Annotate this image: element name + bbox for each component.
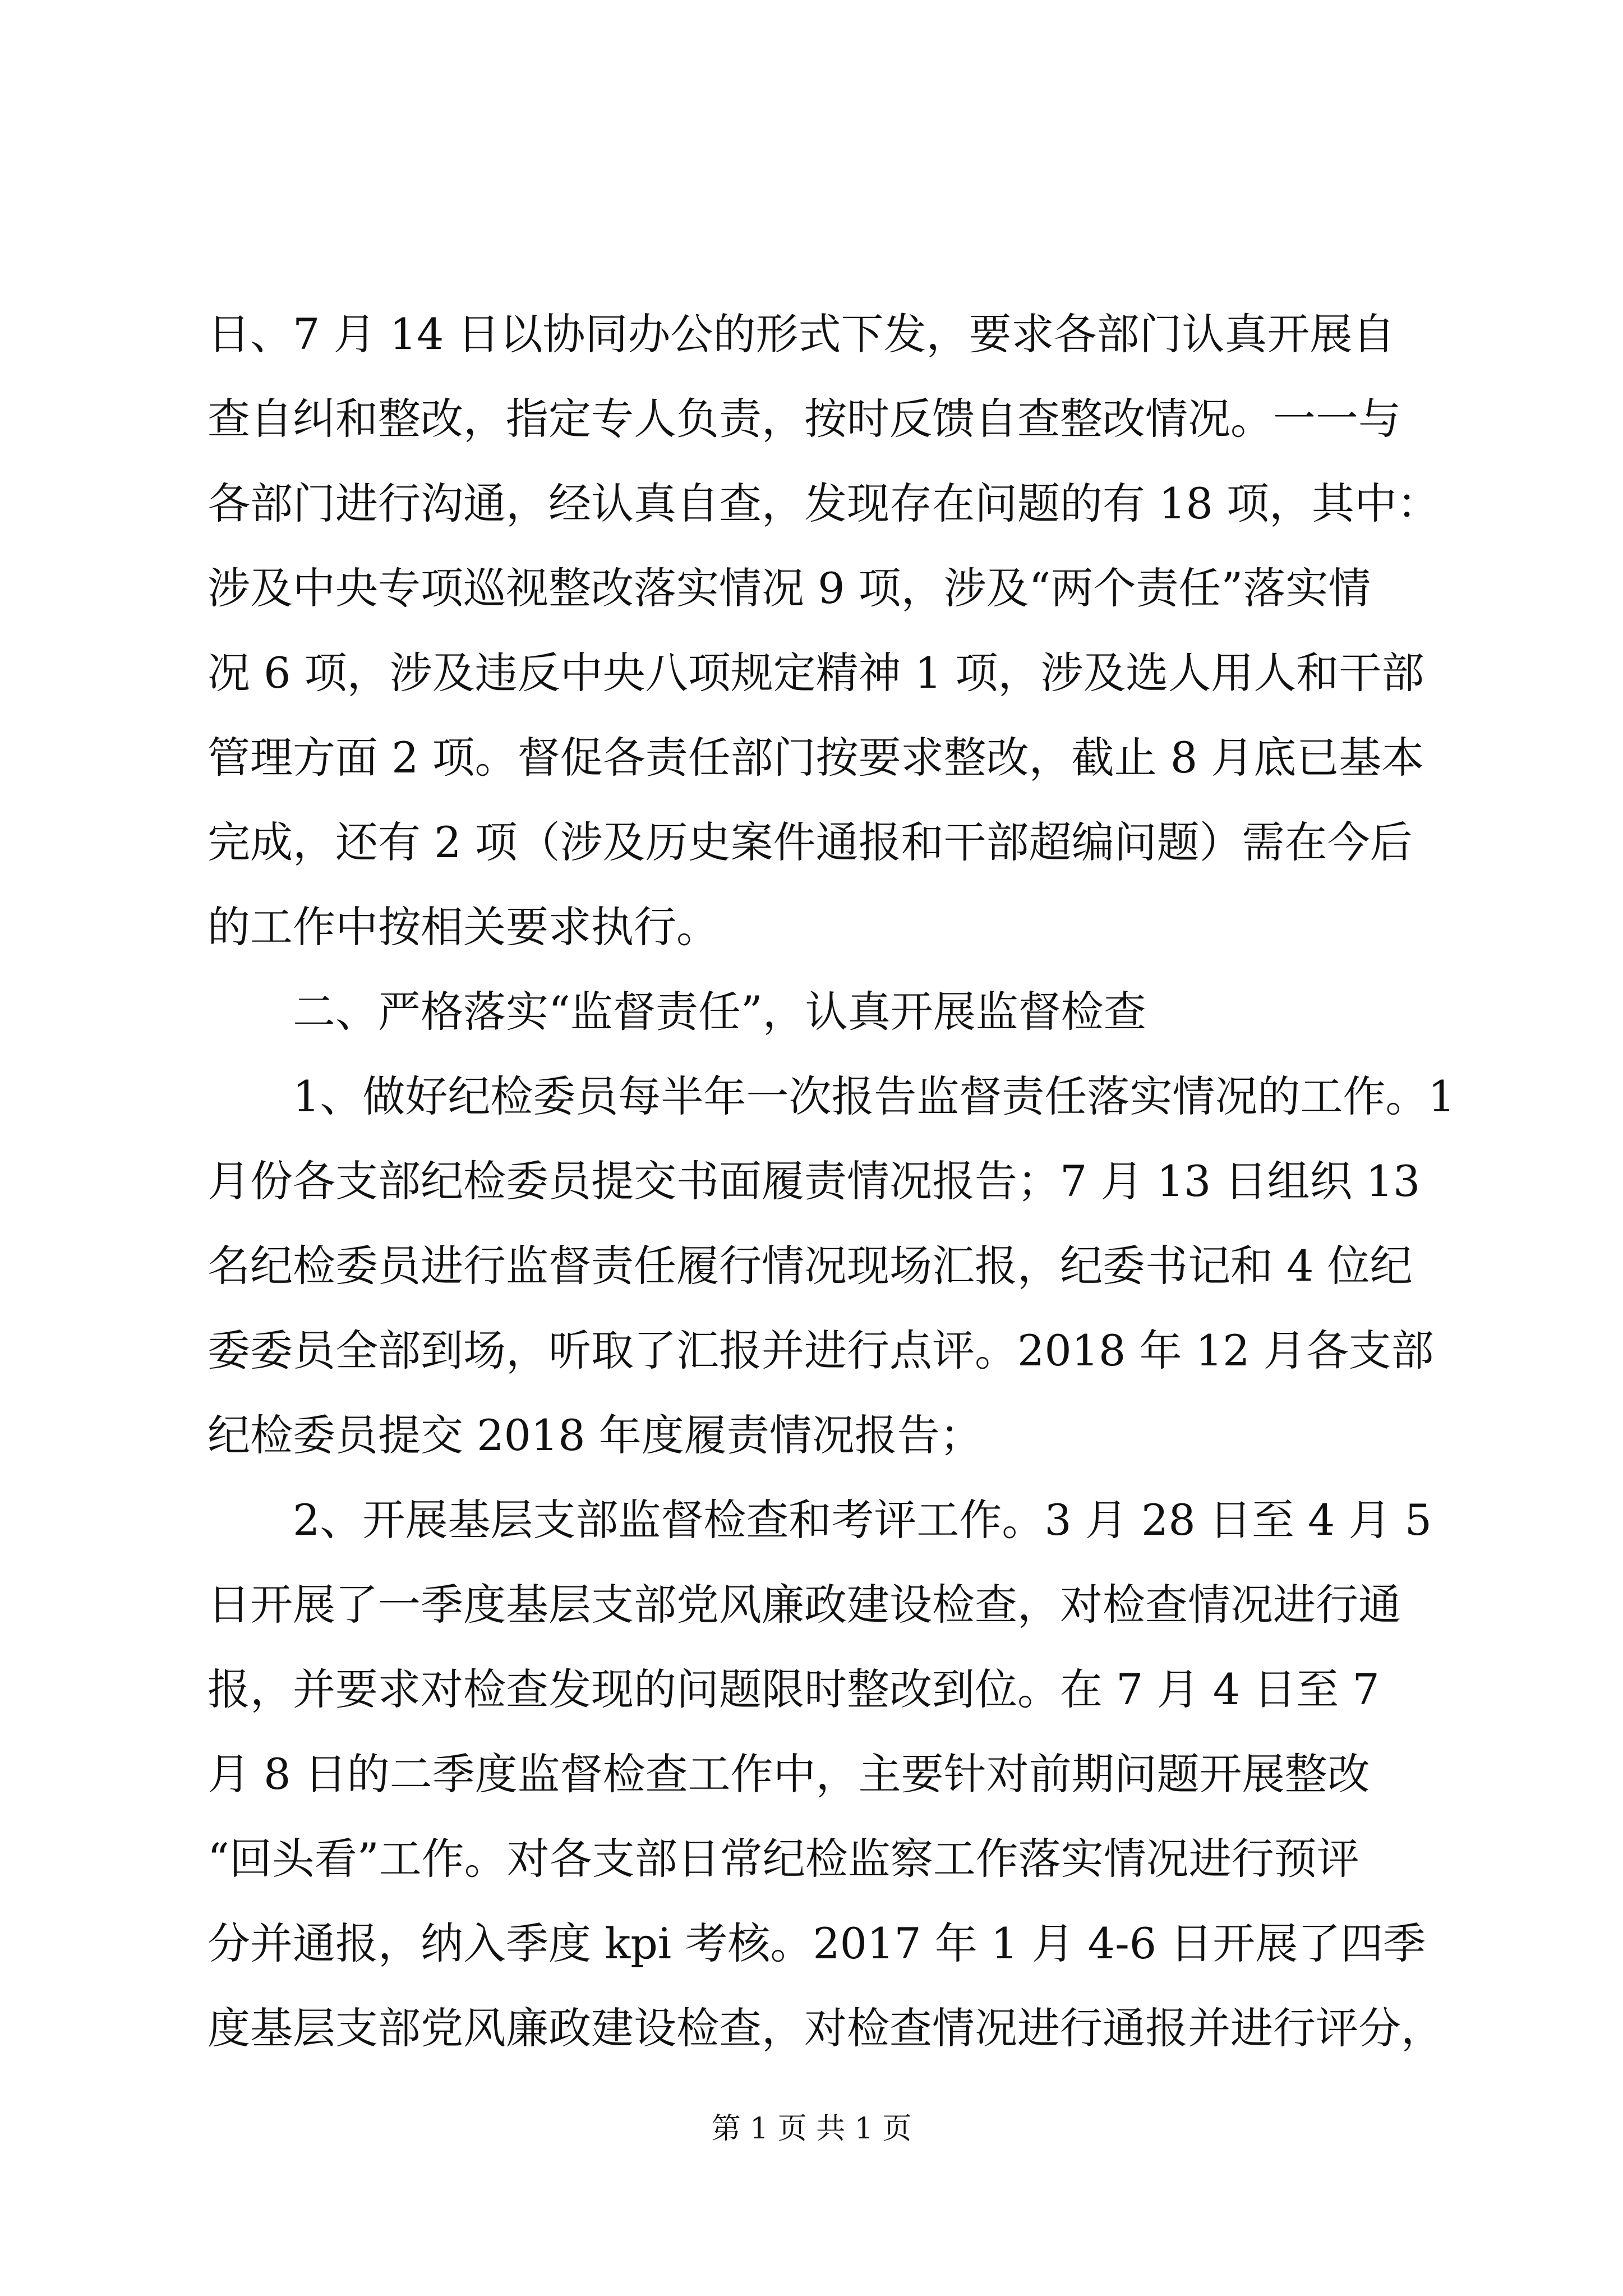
paragraph-start: 2、开展基层支部监督检查和考评工作。3 月 28 日至 4 月 5 [293, 1495, 1432, 1545]
text-line: 纪检委员提交 2018 年度履责情况报告； [208, 1410, 983, 1460]
page-footer [0, 2109, 1623, 2148]
text-line: 管理方面 2 项。督促各责任部门按要求整改，截止 8 月底已基本 [208, 733, 1424, 783]
text-line: 查自纠和整改，指定专人负责，按时反馈自查整改情况。一一与 [208, 394, 1401, 444]
text-line: 日、7 月 14 日以协同办公的形式下发，要求各部门认真开展自 [208, 309, 1395, 359]
text-line: 的工作中按相关要求执行。 [208, 902, 719, 952]
section-heading: 二、严格落实“监督责任”，认真开展监督检查 [293, 987, 1146, 1037]
text-line: 分并通报，纳入季度 kpi 考核。2017 年 1 月 4-6 日开展了四季 [208, 1918, 1426, 1968]
text-line: 涉及中央专项巡视整改落实情况 9 项，涉及“两个责任”落实情 [208, 563, 1371, 613]
text-line: 名纪检委员进行监督责任履行情况现场汇报，纪委书记和 4 位纪 [208, 1241, 1413, 1291]
paragraph-start: 1、做好纪检委员每半年一次报告监督责任落实情况的工作。1 [293, 1071, 1455, 1121]
text-line: 况 6 项，涉及违反中央八项规定精神 1 项，涉及选人用人和干部 [208, 648, 1424, 698]
body-text [208, 292, 1455, 2070]
text-line: 日开展了一季度基层支部党风廉政建设检查，对检查情况进行通 [208, 1580, 1401, 1630]
text-line: 各部门进行沟通，经认真自查，发现存在问题的有 18 项，其中： [208, 478, 1440, 528]
text-line: 度基层支部党风廉政建设检查，对检查情况进行通报并进行评分， [208, 2003, 1444, 2053]
text-line: 委委员全部到场，听取了汇报并进行点评。2018 年 12 月各支部 [208, 1326, 1434, 1375]
page-number-label: 第 1 页 共 1 页 [711, 2112, 912, 2146]
text-line: 月份各支部纪检委员提交书面履责情况报告；7 月 13 日组织 13 [208, 1156, 1421, 1206]
text-line: 完成，还有 2 项（涉及历史案件通报和干部超编问题）需在今后 [208, 817, 1413, 867]
text-line: 月 8 日的二季度监督检查工作中，主要针对前期问题开展整改 [208, 1749, 1370, 1799]
text-line: “回头看”工作。对各支部日常纪检监察工作落实情况进行预评 [208, 1834, 1359, 1884]
text-line: 报，并要求对检查发现的问题限时整改到位。在 7 月 4 日至 7 [208, 1664, 1380, 1714]
